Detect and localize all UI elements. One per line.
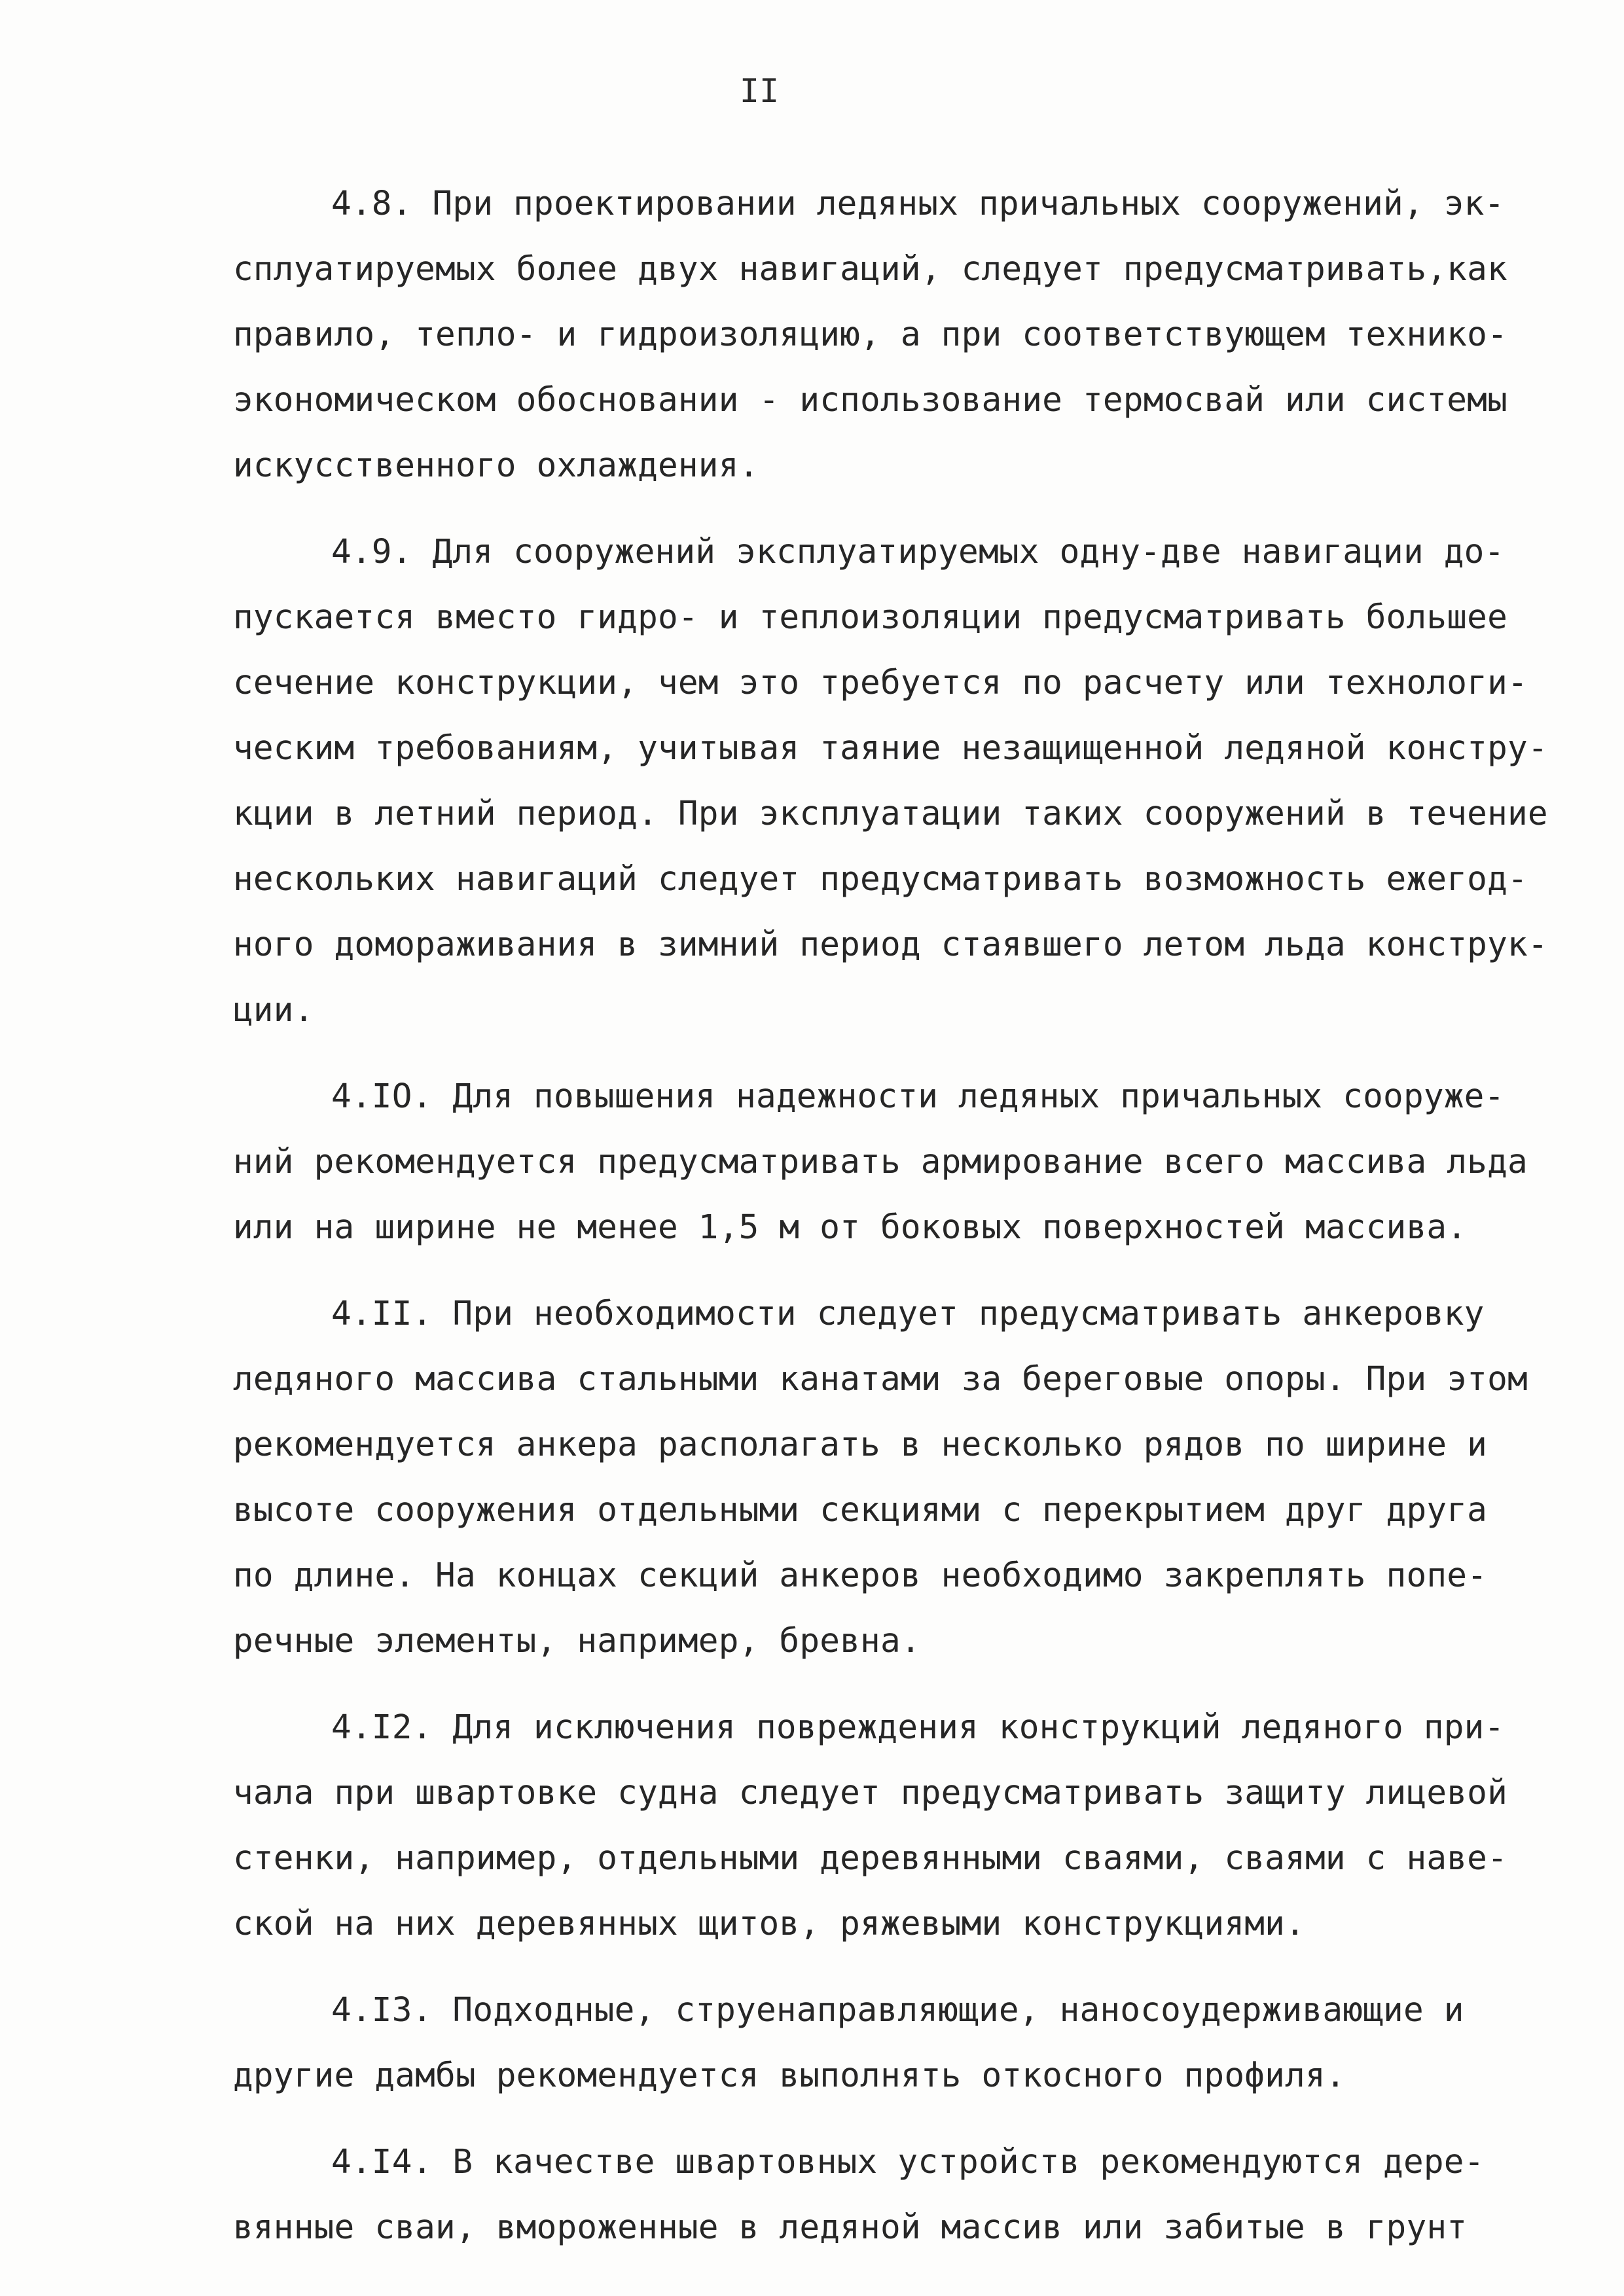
text-line: 4.I2. Для исключения повреждения конструкций ледяного при- <box>331 1708 1505 1747</box>
text-line: 4.8. При проектировании ледяных причальных сооружений, эк- <box>331 185 1505 223</box>
text-line: сплуатируемых более двух навигаций, следует предусматривать,как <box>233 250 1507 289</box>
paragraph-4-12 <box>233 1695 1542 1957</box>
text-line: 4.II. При необходимости следует предусматривать анкеровку <box>331 1295 1485 1333</box>
text-line: ного доморaживания в зимний период стаявшего летом льда конструк- <box>233 925 1548 964</box>
paragraph-4-14 <box>233 2130 1542 2261</box>
text-line: ледяного массива стальными канатами за береговые опоры. При этом <box>233 1360 1528 1399</box>
text-line: высоте сооружения отдельными секциями с перекрытием друг друга <box>233 1491 1488 1530</box>
text-line: нескольких навигаций следует предусматривать возможность ежегод- <box>233 860 1528 899</box>
text-line: другие дамбы рекомендуется выполнять откосного профиля. <box>233 2056 1346 2095</box>
text-line: по длине. На концах секций анкеров необходимо закреплять попе- <box>233 1556 1488 1595</box>
text-line: кции в летний период. При эксплуатации таких сооружений в течение <box>233 795 1548 833</box>
text-line: экономическом обосновании - использование термосвай или системы <box>233 381 1507 420</box>
text-line: рекомендуется анкера располагать в несколько рядов по ширине и <box>233 1426 1488 1464</box>
paragraph-4-9 <box>233 520 1548 1043</box>
text-line: ческим требованиям, учитывая таяние незащищенной ледяной констру- <box>233 729 1548 768</box>
paragraph-4-10 <box>233 1064 1542 1261</box>
text-line: 4.I4. В качестве швартовных устройств рекомендуются дере- <box>331 2143 1485 2181</box>
text-line: сечение конструкции, чем это требуется по расчету или технологи- <box>233 664 1528 702</box>
text-line: чала при швартовке судна следует предусматривать защиту лицевой <box>233 1774 1507 1812</box>
paragraph-4-11 <box>233 1282 1542 1674</box>
text-line: стенки, например, отдельными деревянными сваями, сваями с наве- <box>233 1839 1507 1878</box>
paragraph-4-13 <box>233 1978 1542 2109</box>
text-line: искусственного охлаждения. <box>233 446 759 485</box>
text-line: или на ширине не менее 1,5 м от боковых поверхностей массива. <box>233 1208 1468 1247</box>
text-line: правило, тепло- и гидроизоляцию, а при соответствующем технико- <box>233 315 1507 354</box>
page-number: II <box>739 72 780 110</box>
text-line: речные элементы, например, бревна. <box>233 1622 921 1660</box>
document-body <box>233 171 1548 2282</box>
paragraph-4-8 <box>233 171 1542 499</box>
text-line: ний рекомендуется предусматривать армирование всего массива льда <box>233 1143 1528 1181</box>
text-line: 4.I3. Подходные, струенаправляющие, наносоудерживающие и <box>331 1991 1464 2030</box>
text-line: ции. <box>233 991 314 1030</box>
text-line: 4.9. Для сооружений эксплуатируемых одну-две навигации до- <box>331 533 1505 571</box>
text-line: пускается вместо гидро- и теплоизоляции предусматривать большее <box>233 598 1507 637</box>
text-line: ской на них деревянных щитов, ряжевыми конструкциями. <box>233 1905 1305 1943</box>
text-line: 4.IO. Для повышения надежности ледяных причальных сооруже- <box>331 1077 1505 1116</box>
text-line: вянные сваи, вмороженные в ледяной массив или забитые в грунт <box>233 2208 1468 2247</box>
